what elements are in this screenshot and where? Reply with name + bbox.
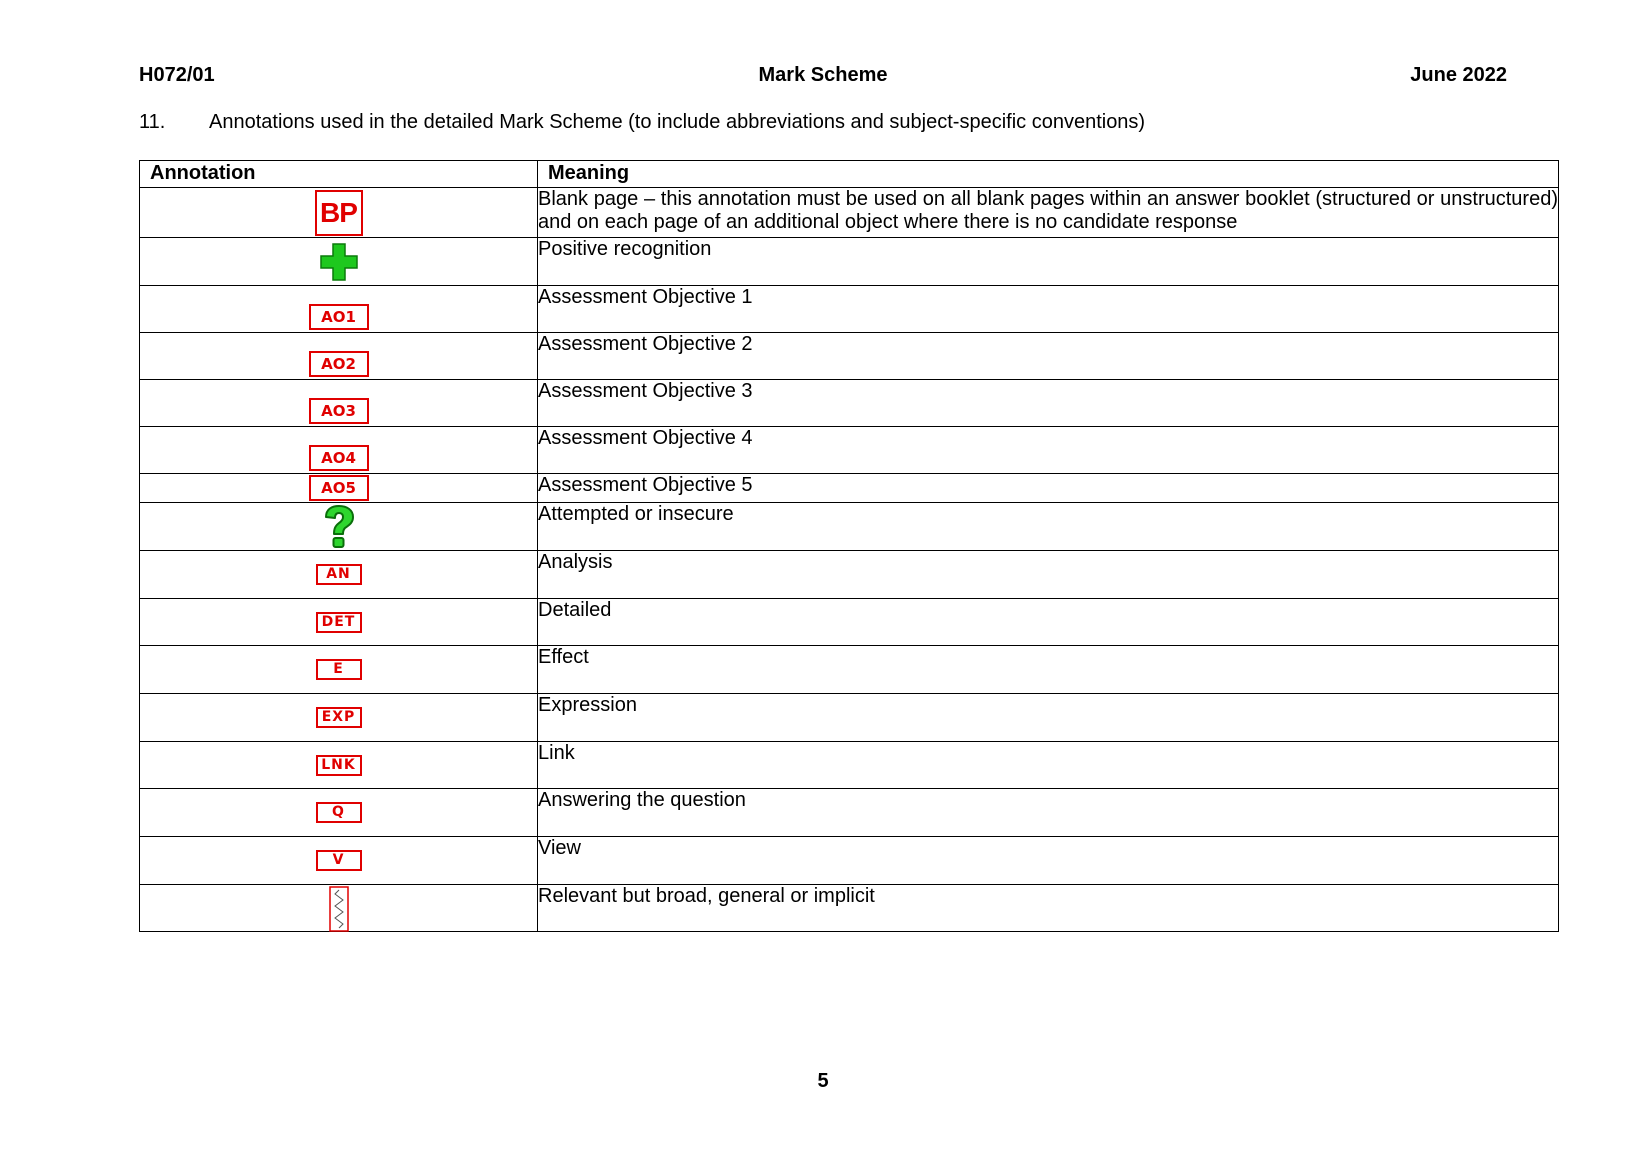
meaning-cell: Relevant but broad, general or implicit: [538, 885, 1559, 932]
meaning-cell: Assessment Objective 1: [538, 286, 1559, 333]
green-question-icon: [321, 504, 357, 550]
table-row: [140, 380, 1559, 427]
table-row: [140, 837, 1559, 885]
meaning-cell: Positive recognition: [538, 238, 1559, 286]
ao2-icon: AO2: [309, 351, 369, 377]
section-intro: [139, 111, 1145, 134]
annotation-cell: [140, 380, 538, 427]
meaning-cell: Effect: [538, 646, 1559, 694]
column-header-meaning: Meaning: [538, 161, 1559, 188]
effect-icon: E: [316, 659, 362, 680]
meaning-cell: View: [538, 837, 1559, 885]
meaning-cell: Link: [538, 742, 1559, 789]
meaning-cell: Blank page – this annotation must be used on all blank pages within an answer booklet (structured or unstructured) and on each page of an additional object where there is no candidate response: [538, 188, 1559, 238]
meaning-cell: Answering the question: [538, 789, 1559, 837]
annotations-table: [139, 160, 1559, 932]
view-icon: V: [316, 850, 362, 871]
annotation-cell: [140, 286, 538, 333]
table-row: [140, 599, 1559, 646]
meaning-cell: Detailed: [538, 599, 1559, 646]
document-title: Mark Scheme: [758, 64, 888, 86]
table-row: [140, 333, 1559, 380]
annotation-cell: [140, 837, 538, 885]
annotation-cell: [140, 333, 538, 380]
table-row: [140, 694, 1559, 742]
expression-icon: EXP: [316, 707, 362, 728]
annotation-cell: [140, 188, 538, 238]
meaning-cell: Analysis: [538, 551, 1559, 599]
table-row: [140, 427, 1559, 474]
annotation-cell: [140, 503, 538, 551]
table-row: [140, 286, 1559, 333]
table-row: [140, 238, 1559, 286]
ao5-icon: AO5: [309, 475, 369, 501]
annotation-cell: [140, 474, 538, 503]
exam-date: June 2022: [1410, 64, 1507, 86]
table-row: [140, 646, 1559, 694]
table-row: [140, 742, 1559, 789]
wavy-line-icon: [329, 886, 349, 932]
section-number: 11.: [139, 111, 166, 133]
annotation-cell: [140, 694, 538, 742]
meaning-cell: Assessment Objective 3: [538, 380, 1559, 427]
meaning-cell: Assessment Objective 5: [538, 474, 1559, 503]
detailed-icon: DET: [316, 612, 362, 633]
annotation-cell: [140, 742, 538, 789]
page-number: 5: [817, 1070, 829, 1092]
paper-code: H072/01: [139, 64, 215, 86]
annotation-cell: [140, 599, 538, 646]
column-header-annotation: Annotation: [140, 161, 538, 188]
table-row: [140, 885, 1559, 932]
table-row: [140, 188, 1559, 238]
question-answer-icon: Q: [316, 802, 362, 823]
table-row: [140, 474, 1559, 503]
table-header-row: [140, 161, 1559, 188]
section-text: Annotations used in the detailed Mark Scheme (to include abbreviations and subject-specific conventions): [209, 111, 1146, 133]
ao1-icon: AO1: [309, 304, 369, 330]
meaning-cell: Assessment Objective 2: [538, 333, 1559, 380]
blank-page-icon: BP: [315, 190, 363, 236]
annotation-cell: [140, 551, 538, 599]
link-icon: LNK: [316, 755, 362, 776]
meaning-cell: Attempted or insecure: [538, 503, 1559, 551]
table-row: [140, 551, 1559, 599]
table-row: [140, 789, 1559, 837]
annotation-cell: [140, 885, 538, 932]
annotation-cell: [140, 427, 538, 474]
analysis-icon: AN: [316, 564, 362, 585]
annotation-cell: [140, 646, 538, 694]
annotation-cell: [140, 238, 538, 286]
meaning-cell: Assessment Objective 4: [538, 427, 1559, 474]
ao4-icon: AO4: [309, 445, 369, 471]
meaning-cell: Expression: [538, 694, 1559, 742]
table-row: [140, 503, 1559, 551]
ao3-icon: AO3: [309, 398, 369, 424]
green-plus-icon: [319, 242, 359, 282]
annotation-cell: [140, 789, 538, 837]
